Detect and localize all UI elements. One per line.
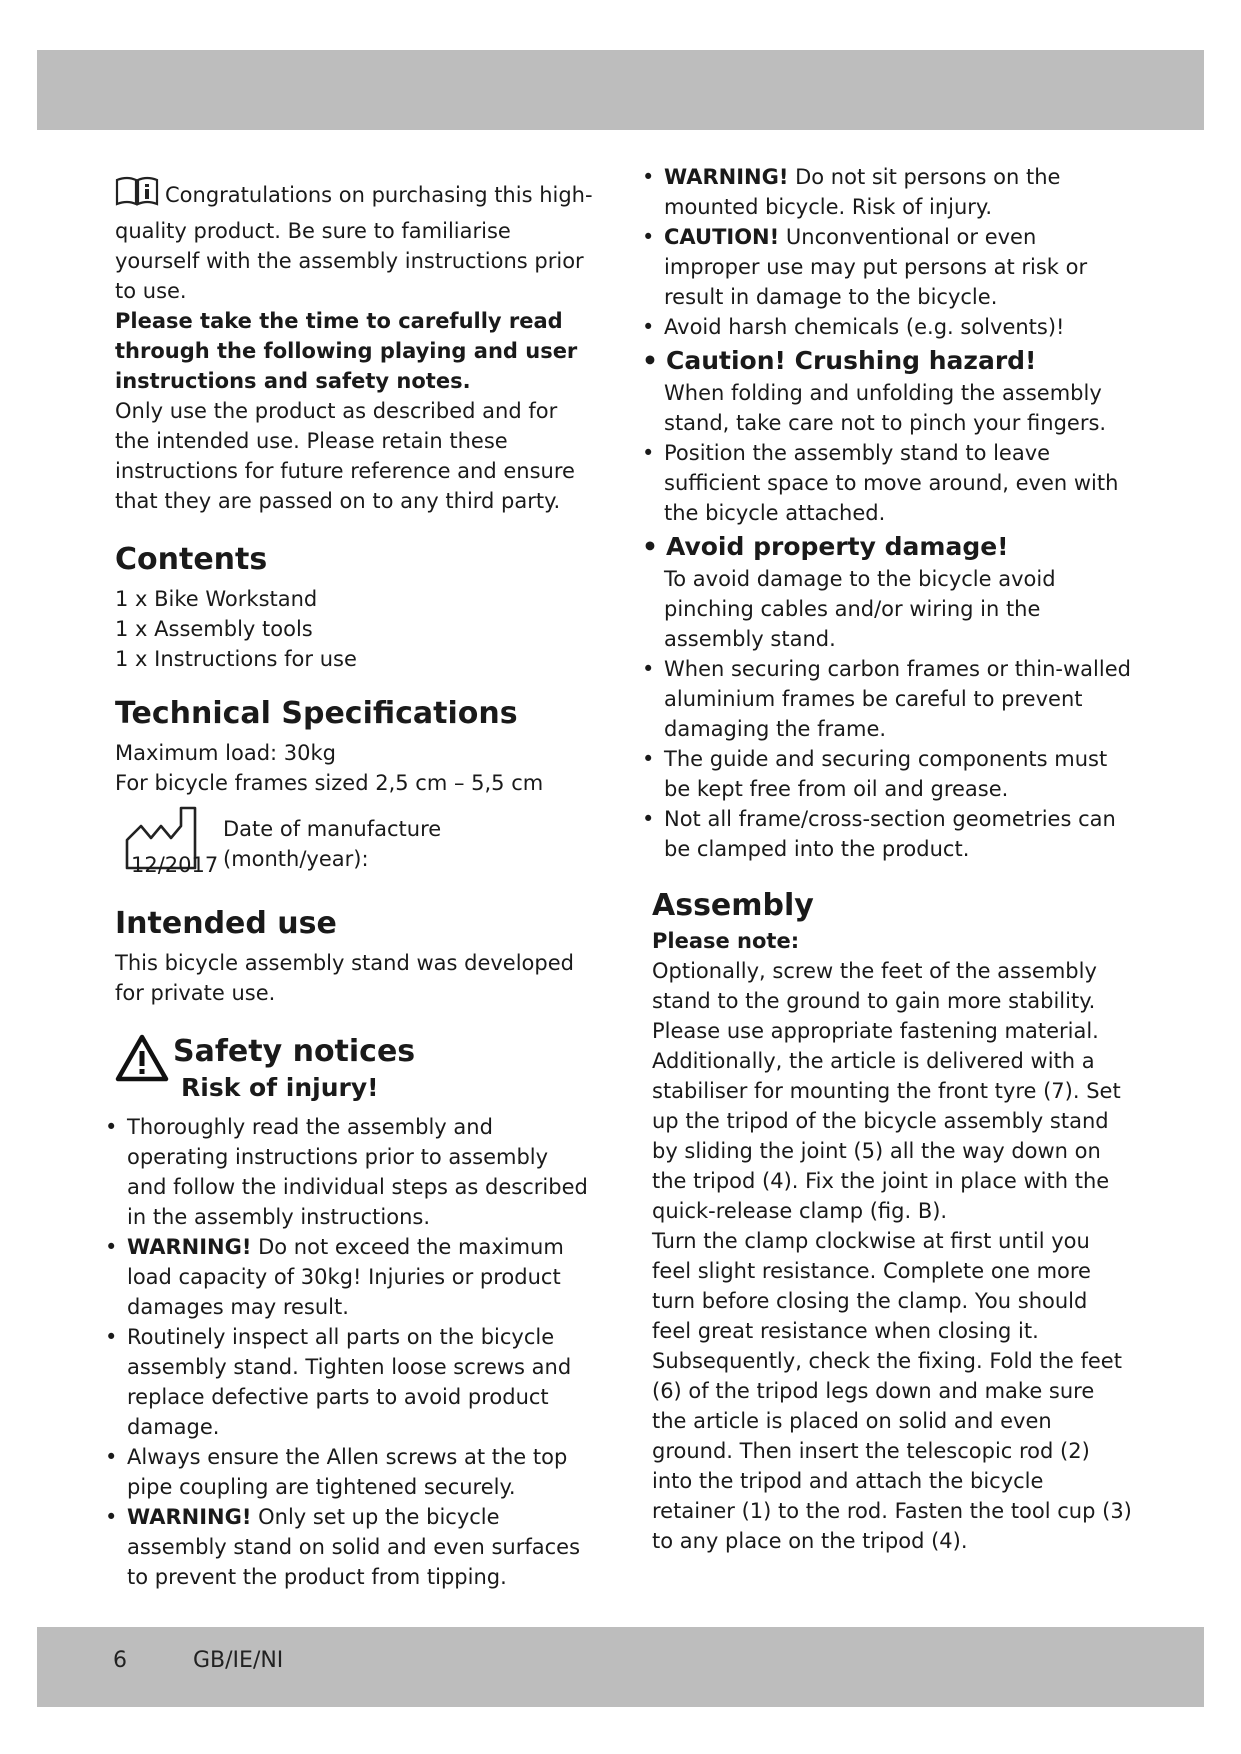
contents-item: 1 x Assembly tools bbox=[115, 617, 313, 641]
contents-item: 1 x Instructions for use bbox=[115, 647, 357, 671]
safety-item: • The guide and securing components must be kept free from oil and grease. bbox=[642, 747, 1108, 801]
warning-triangle-icon bbox=[115, 1034, 169, 1086]
safety-item: • WARNING! Do not exceed the maximum load capacity of 30kg! Injuries or product damages may result. bbox=[105, 1235, 564, 1319]
safety-item: • Avoid harsh chemicals (e.g. solvents)! bbox=[642, 315, 1065, 339]
language-code: GB/IE/NI bbox=[193, 1648, 284, 1673]
assembly-text: Turn the clamp clockwise at first until you feel slight resistance. Complete one more turn before closing the clamp. You should feel great resistance when closing it. Subsequently, check the fixing. Fold the feet (6) of the tripod legs down and make sure the article is placed on solid and even ground. Then insert the telescopic rod (2) into the tripod and attach the bicycle retainer (1) to the rod. Fasten the tool cup (3) to any place on the tripod (4). bbox=[652, 1229, 1132, 1553]
spec-line: Maximum load: 30kg bbox=[115, 741, 336, 765]
safety-subheading: Risk of injury! bbox=[181, 1073, 379, 1102]
intended-use-text: This bicycle assembly stand was developed for private use. bbox=[115, 951, 574, 1005]
safety-item: • Routinely inspect all parts on the bicycle assembly stand. Tighten loose screws and replace defective parts to avoid product damage. bbox=[105, 1325, 572, 1439]
left-column bbox=[105, 176, 593, 1592]
assembly-heading: Assembly bbox=[652, 888, 814, 923]
safety-item: • CAUTION! Unconventional or even improper use may put persons at risk or result in damage to the bicycle. bbox=[642, 225, 1088, 309]
safety-item: • WARNING! Only set up the bicycle assembly stand on solid and even surfaces to prevent the product from tipping. bbox=[105, 1505, 581, 1589]
safety-item: • Not all frame/cross-section geometries can be clamped into the product. bbox=[642, 807, 1116, 861]
assembly-text: Optionally, screw the feet of the assembly stand to the ground to gain more stability. Please use appropriate fastening material. Additionally, the article is delivered with a stabiliser for mounting the front tyre (7). Set up the tripod of the bicycle assembly stand by sliding the joint (5) all the way down on the tripod (4). Fix the joint in place with the quick-release clamp (fig. B). bbox=[652, 959, 1121, 1223]
property-damage-text: To avoid damage to the bicycle avoid pinching cables and/or wiring in the assembly stand. bbox=[664, 567, 1056, 651]
safety-heading-block bbox=[115, 1032, 593, 1108]
crushing-hazard-text: When folding and unfolding the assembly stand, take care not to pinch your fingers. bbox=[664, 381, 1107, 435]
safety-item: • Always ensure the Allen screws at the top pipe coupling are tightened securely. bbox=[105, 1445, 568, 1499]
manufacture-date-label: Date of manufacture (month/year): bbox=[223, 817, 442, 871]
safety-item: • Thoroughly read the assembly and operating instructions prior to assembly and follow the individual steps as described in the assembly instructions. bbox=[105, 1115, 588, 1229]
page-number: 6 bbox=[113, 1648, 127, 1673]
intended-use-heading: Intended use bbox=[115, 906, 337, 941]
header-band bbox=[37, 50, 1204, 130]
crushing-hazard-heading: • Caution! Crushing hazard! bbox=[642, 346, 1037, 375]
contents-item: 1 x Bike Workstand bbox=[115, 587, 318, 611]
manufacture-date-block bbox=[115, 806, 593, 882]
assembly-note-label: Please note: bbox=[652, 929, 800, 953]
property-damage-heading: • Avoid property damage! bbox=[642, 532, 1009, 561]
specs-heading: Technical Specifications bbox=[115, 696, 518, 731]
intro-usage-paragraph: Only use the product as described and for the intended use. Please retain these instructions for future reference and ensure that they are passed on to any third party. bbox=[115, 399, 575, 513]
spec-line: For bicycle frames sized 2,5 cm – 5,5 cm bbox=[115, 771, 544, 795]
manufacture-date-value: 12/2017 bbox=[131, 853, 219, 877]
safety-heading: Safety notices bbox=[173, 1034, 416, 1069]
safety-item: • When securing carbon frames or thin-walled aluminium frames be careful to prevent damaging the frame. bbox=[642, 657, 1131, 741]
intro-bold-notice: Please take the time to carefully read through the following playing and user instructions and safety notes. bbox=[115, 309, 578, 393]
safety-item: • Position the assembly stand to leave sufficient space to move around, even with the bicycle attached. bbox=[642, 441, 1119, 525]
contents-heading: Contents bbox=[115, 542, 268, 577]
intro-paragraph: Congratulations on purchasing this high-quality product. Be sure to familiarise yourself with the assembly instructions prior to use. bbox=[115, 176, 593, 306]
safety-item: • WARNING! Do not sit persons on the mounted bicycle. Risk of injury. bbox=[642, 165, 1061, 219]
right-column bbox=[642, 162, 1132, 1556]
read-manual-icon bbox=[115, 176, 159, 216]
